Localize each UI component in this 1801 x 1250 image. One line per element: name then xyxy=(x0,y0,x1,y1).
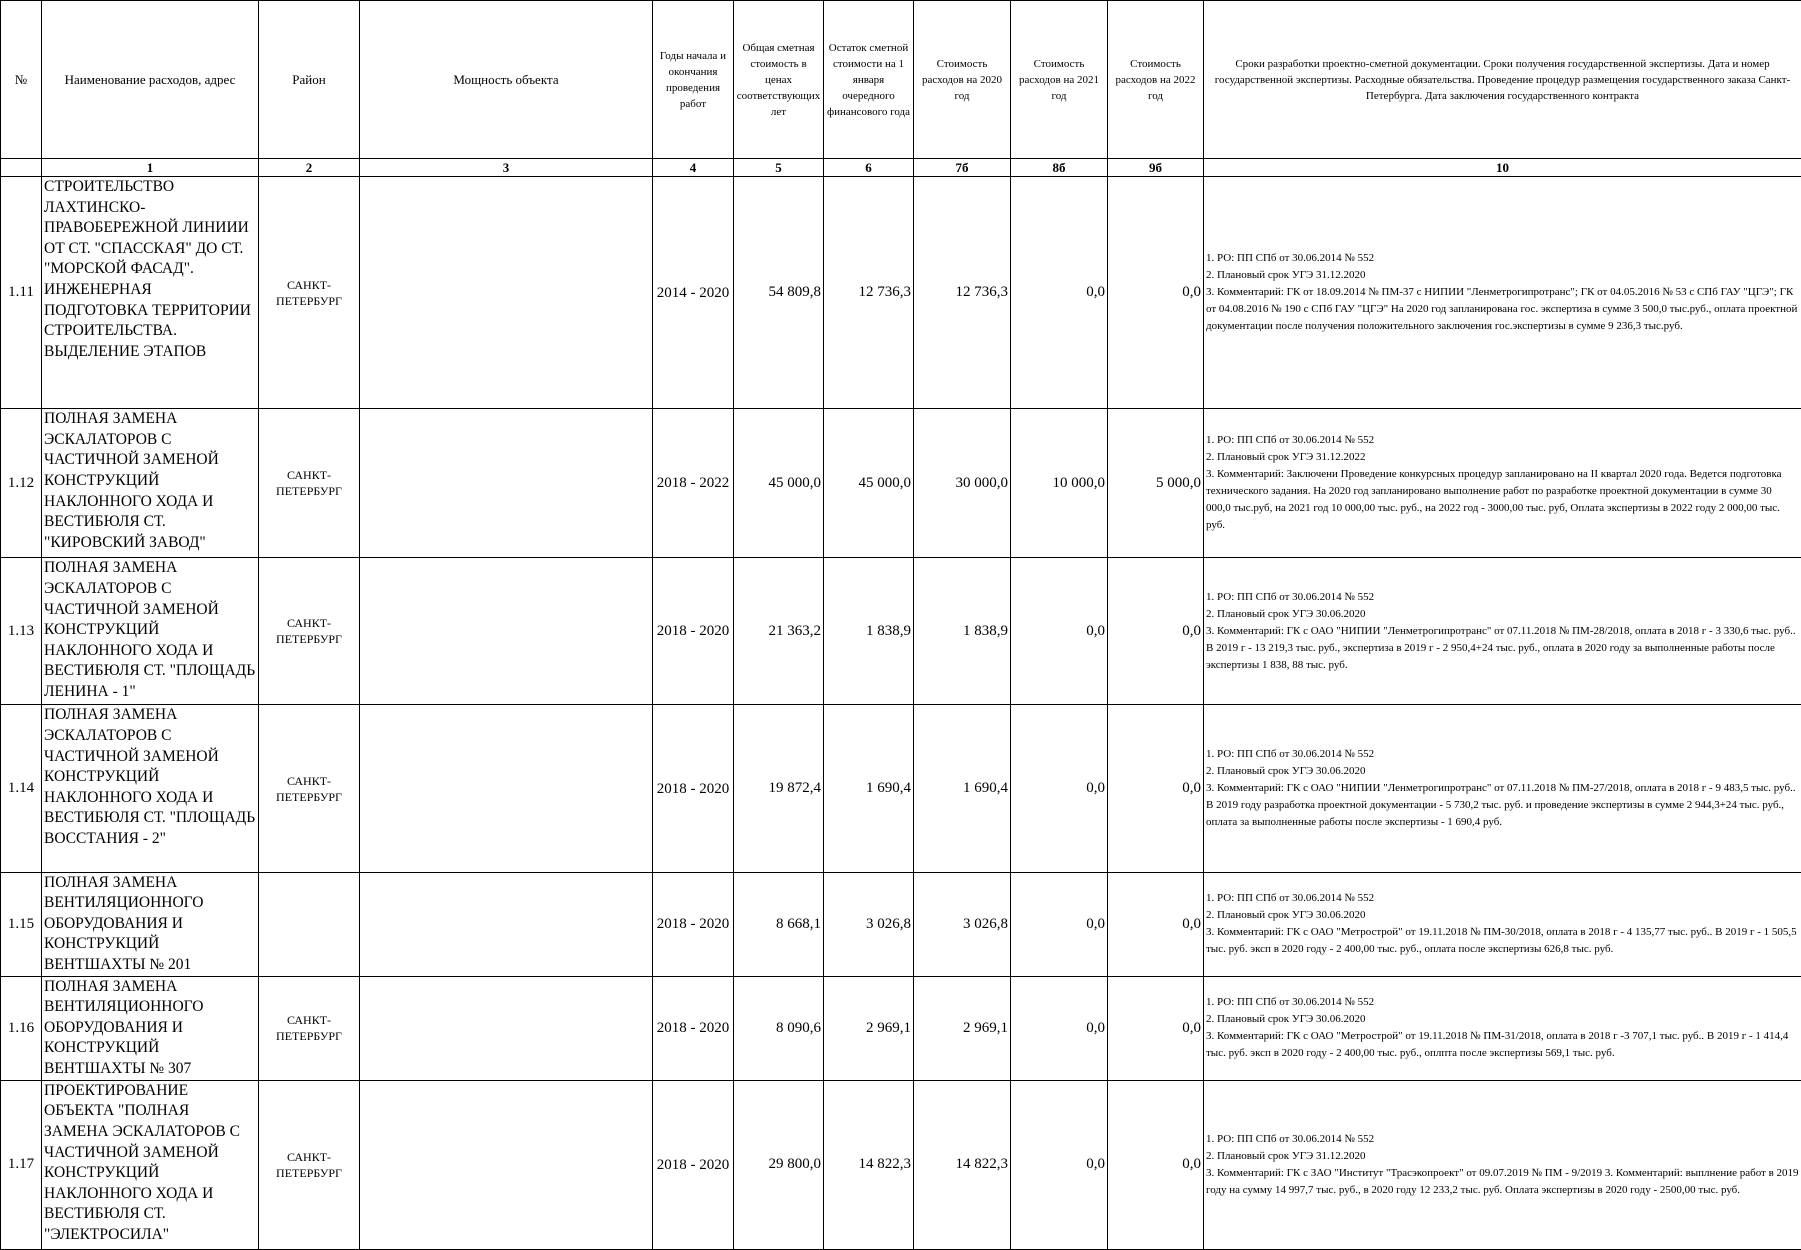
capacity xyxy=(360,409,653,558)
total-cost: 21 363,2 xyxy=(734,558,824,705)
table-row xyxy=(1,705,1801,872)
row-number: 1.16 xyxy=(1,976,42,1080)
header-no: № xyxy=(1,1,42,159)
cost-2020: 1 690,4 xyxy=(914,705,1011,872)
cost-2022: 0,0 xyxy=(1108,705,1204,872)
total-cost: 8 668,1 xyxy=(734,872,824,976)
remainder-cost: 45 000,0 xyxy=(824,409,914,558)
district: САНКТ-ПЕТЕРБУРГ xyxy=(259,1080,360,1249)
column-number: 5 xyxy=(734,159,824,177)
district: САНКТ-ПЕТЕРБУРГ xyxy=(259,177,360,409)
column-number: 4 xyxy=(653,159,734,177)
capacity xyxy=(360,872,653,976)
header-total-cost: Общая сметная стоимость в ценах соответствующих лет xyxy=(734,1,824,159)
expense-name: ПРОЕКТИРОВАНИЕ ОБЪЕКТА "ПОЛНАЯ ЗАМЕНА ЭСКАЛАТОРОВ С ЧАСТИЧНОЙ ЗАМЕНОЙ КОНСТРУКЦИЙ НАКЛОННОГО ХОДА И ВЕСТИБЮЛЯ СТ. "ЭЛЕКТРОСИЛА" xyxy=(42,1080,259,1249)
notes: 1. РО: ПП СПб от 30.06.2014 № 552 2. Плановый срок УГЭ 30.06.2020 3. Комментарий: ГК с ОАО "НИПИИ "Ленметрогипротранс" от 07.11.2018 № ПМ-27/2018, оплата в 2018 г - 9 483,5 тыс. руб.. В 2019 году разработка проектной документации - 5 730,2 тыс. руб. и проведение экспертизы в сумме 2 944,3+24 тыс. руб., оплата за выполненные работы после экспертизы - 1 690,4 руб. xyxy=(1204,705,1801,872)
header-cost-2022: Стоимость расходов на 2022 год xyxy=(1108,1,1204,159)
cost-2022: 0,0 xyxy=(1108,558,1204,705)
header-cost-2020: Стоимость расходов на 2020 год xyxy=(914,1,1011,159)
work-years: 2018 - 2020 xyxy=(653,1080,734,1249)
table-row xyxy=(1,558,1801,705)
table-row xyxy=(1,409,1801,558)
cost-2022: 0,0 xyxy=(1108,177,1204,409)
notes: 1. РО: ПП СПб от 30.06.2014 № 552 2. Плановый срок УГЭ 31.12.2022 3. Комментарий: Заключени Проведение конкурсных процедур запланировано на II квартал 2020 года. Ведется подготовка технического задания. На 2020 год запланировано выполнение работ по разработке проектной документации в сумме 30 000,0 тыс.руб, на 2021 год 10 000,00 тыс. руб., на 2022 год - 3000,00 тыс. руб, Оплата экспертизы в 2022 году 2 000,00 тыс. руб. xyxy=(1204,409,1801,558)
capacity xyxy=(360,1080,653,1249)
expense-name: ПОЛНАЯ ЗАМЕНА ЭСКАЛАТОРОВ С ЧАСТИЧНОЙ ЗАМЕНОЙ КОНСТРУКЦИЙ НАКЛОННОГО ХОДА И ВЕСТИБЮЛЯ СТ. "ПЛОЩАДЬ ЛЕНИНА - 1" xyxy=(42,558,259,705)
remainder-cost: 1 838,9 xyxy=(824,558,914,705)
total-cost: 45 000,0 xyxy=(734,409,824,558)
cost-2021: 10 000,0 xyxy=(1011,409,1108,558)
column-number: 9б xyxy=(1108,159,1204,177)
cost-2021: 0,0 xyxy=(1011,1080,1108,1249)
notes: 1. РО: ПП СПб от 30.06.2014 № 552 2. Плановый срок УГЭ 30.06.2020 3. Комментарий: ГК с ОАО "Метрострой" от 19.11.2018 № ПМ-31/2018, оплата в 2018 г -3 707,1 тыс. руб.. В 2019 г - 1 414,4 тыс. руб. эксп в 2020 году - 2 400,00 тыс. руб., оплпта после экспертизы 569,1 тыс. руб. xyxy=(1204,976,1801,1080)
cost-2022: 5 000,0 xyxy=(1108,409,1204,558)
cost-2021: 0,0 xyxy=(1011,976,1108,1080)
work-years: 2018 - 2020 xyxy=(653,976,734,1080)
table-row xyxy=(1,177,1801,409)
district: САНКТ-ПЕТЕРБУРГ xyxy=(259,705,360,872)
district xyxy=(259,872,360,976)
cost-2021: 0,0 xyxy=(1011,558,1108,705)
expense-name: СТРОИТЕЛЬСТВО ЛАХТИНСКО-ПРАВОБЕРЕЖНОЙ ЛИНИИИ ОТ СТ. "СПАССКАЯ" ДО СТ. "МОРСКОЙ ФАСАД". ИНЖЕНЕРНАЯ ПОДГОТОВКА ТЕРРИТОРИИ СТРОИТЕЛЬСТВА. ВЫДЕЛЕНИЕ ЭТАПОВ xyxy=(42,177,259,409)
total-cost: 8 090,6 xyxy=(734,976,824,1080)
header-years: Годы начала и окончания проведения работ xyxy=(653,1,734,159)
header-row xyxy=(1,1,1801,159)
remainder-cost: 14 822,3 xyxy=(824,1080,914,1249)
expense-name: ПОЛНАЯ ЗАМЕНА ВЕНТИЛЯЦИОННОГО ОБОРУДОВАНИЯ И КОНСТРУКЦИЙ ВЕНТШАХТЫ № 307 xyxy=(42,976,259,1080)
cost-2022: 0,0 xyxy=(1108,976,1204,1080)
column-number-row xyxy=(1,159,1801,177)
total-cost: 54 809,8 xyxy=(734,177,824,409)
header-district: Район xyxy=(259,1,360,159)
expense-name: ПОЛНАЯ ЗАМЕНА ВЕНТИЛЯЦИОННОГО ОБОРУДОВАНИЯ И КОНСТРУКЦИЙ ВЕНТШАХТЫ № 201 xyxy=(42,872,259,976)
cost-2020: 14 822,3 xyxy=(914,1080,1011,1249)
work-years: 2018 - 2020 xyxy=(653,705,734,872)
cost-2021: 0,0 xyxy=(1011,177,1108,409)
capacity xyxy=(360,705,653,872)
expense-name: ПОЛНАЯ ЗАМЕНА ЭСКАЛАТОРОВ С ЧАСТИЧНОЙ ЗАМЕНОЙ КОНСТРУКЦИЙ НАКЛОННОГО ХОДА И ВЕСТИБЮЛЯ СТ. "ПЛОЩАДЬ ВОССТАНИЯ - 2" xyxy=(42,705,259,872)
cost-2021: 0,0 xyxy=(1011,705,1108,872)
column-number: 3 xyxy=(360,159,653,177)
work-years: 2018 - 2022 xyxy=(653,409,734,558)
cost-2020: 2 969,1 xyxy=(914,976,1011,1080)
column-number: 8б xyxy=(1011,159,1108,177)
row-number: 1.15 xyxy=(1,872,42,976)
cost-2021: 0,0 xyxy=(1011,872,1108,976)
notes: 1. РО: ПП СПб от 30.06.2014 № 552 2. Плановый срок УГЭ 31.12.2020 3. Комментарий: ГК с ЗАО "Институт "Трасэкопроект" от 09.07.2019 № ПМ - 9/2019 3. Комментарий: выплнение работ в 2019 году на сумму 14 997,7 тыс. руб., в 2020 году 12 233,2 тыс. руб. Оплата экспертизы в 2020 году - 2500,00 тыс. руб. xyxy=(1204,1080,1801,1249)
cost-2022: 0,0 xyxy=(1108,872,1204,976)
column-number: 7б xyxy=(914,159,1011,177)
expense-name: ПОЛНАЯ ЗАМЕНА ЭСКАЛАТОРОВ С ЧАСТИЧНОЙ ЗАМЕНОЙ КОНСТРУКЦИЙ НАКЛОННОГО ХОДА И ВЕСТИБЮЛЯ СТ. "КИРОВСКИЙ ЗАВОД" xyxy=(42,409,259,558)
cost-2020: 3 026,8 xyxy=(914,872,1011,976)
district: САНКТ-ПЕТЕРБУРГ xyxy=(259,976,360,1080)
remainder-cost: 2 969,1 xyxy=(824,976,914,1080)
header-notes: Сроки разработки проектно-сметной документации. Сроки получения государственной экспертизы. Дата и номер государственной экспертизы. Расходные обязательства. Проведение процедур размещения государственного заказа Санкт-Петербурга. Дата заключения государственного контракта xyxy=(1204,1,1801,159)
header-remainder: Остаток сметной стоимости на 1 января очередного финансового года xyxy=(824,1,914,159)
cost-2020: 12 736,3 xyxy=(914,177,1011,409)
capacity xyxy=(360,976,653,1080)
remainder-cost: 12 736,3 xyxy=(824,177,914,409)
column-number: 6 xyxy=(824,159,914,177)
notes: 1. РО: ПП СПб от 30.06.2014 № 552 2. Плановый срок УГЭ 31.12.2020 3. Комментарий: ГК от 18.09.2014 № ПМ-37 с НИПИИ "Ленметрогипротранс"; ГК от 04.05.2016 № 53 с СПб ГАУ "ЦГЭ"; ГК от 04.08.2016 № 190 с СПб ГАУ "ЦГЭ" На 2020 год запланирована гос. экспертиза в сумме 3 500,0 тыс.руб., оплата проектной документации после получения положительного заключения гос.экспертизы в сумме 9 236,3 тыс.руб. xyxy=(1204,177,1801,409)
table-row xyxy=(1,976,1801,1080)
work-years: 2018 - 2020 xyxy=(653,558,734,705)
total-cost: 29 800,0 xyxy=(734,1080,824,1249)
cost-2022: 0,0 xyxy=(1108,1080,1204,1249)
work-years: 2018 - 2020 xyxy=(653,872,734,976)
capacity xyxy=(360,177,653,409)
notes: 1. РО: ПП СПб от 30.06.2014 № 552 2. Плановый срок УГЭ 30.06.2020 3. Комментарий: ГК с ОАО "Метрострой" от 19.11.2018 № ПМ-30/2018, оплата в 2018 г - 4 135,77 тыс. руб.. В 2019 г - 1 505,5 тыс. руб. эксп в 2020 году - 2 400,00 тыс. руб., оплата после экспертизы 626,8 тыс. руб. xyxy=(1204,872,1801,976)
cost-2020: 30 000,0 xyxy=(914,409,1011,558)
table-row xyxy=(1,1080,1801,1249)
header-capacity: Мощность объекта xyxy=(360,1,653,159)
column-number xyxy=(1,159,42,177)
table-row xyxy=(1,872,1801,976)
remainder-cost: 3 026,8 xyxy=(824,872,914,976)
column-number: 10 xyxy=(1204,159,1801,177)
row-number: 1.12 xyxy=(1,409,42,558)
row-number: 1.14 xyxy=(1,705,42,872)
cost-2020: 1 838,9 xyxy=(914,558,1011,705)
row-number: 1.13 xyxy=(1,558,42,705)
row-number: 1.11 xyxy=(1,177,42,409)
capacity xyxy=(360,558,653,705)
column-number: 1 xyxy=(42,159,259,177)
total-cost: 19 872,4 xyxy=(734,705,824,872)
column-number: 2 xyxy=(259,159,360,177)
header-name: Наименование расходов, адрес xyxy=(42,1,259,159)
notes: 1. РО: ПП СПб от 30.06.2014 № 552 2. Плановый срок УГЭ 30.06.2020 3. Комментарий: ГК с ОАО "НИПИИ "Ленметрогипротранс" от 07.11.2018 № ПМ-28/2018, оплата в 2018 г - 3 330,6 тыс. руб.. В 2019 г - 13 219,3 тыс. руб., экспертиза в 2019 г - 2 950,4+24 тыс. руб., оплата в 2020 году за выполненные работы после экспертизы 1 838, 88 тыс. руб. xyxy=(1204,558,1801,705)
row-number: 1.17 xyxy=(1,1080,42,1249)
district: САНКТ-ПЕТЕРБУРГ xyxy=(259,409,360,558)
header-cost-2021: Стоимость расходов на 2021 год xyxy=(1011,1,1108,159)
district: САНКТ-ПЕТЕРБУРГ xyxy=(259,558,360,705)
work-years: 2014 - 2020 xyxy=(653,177,734,409)
remainder-cost: 1 690,4 xyxy=(824,705,914,872)
